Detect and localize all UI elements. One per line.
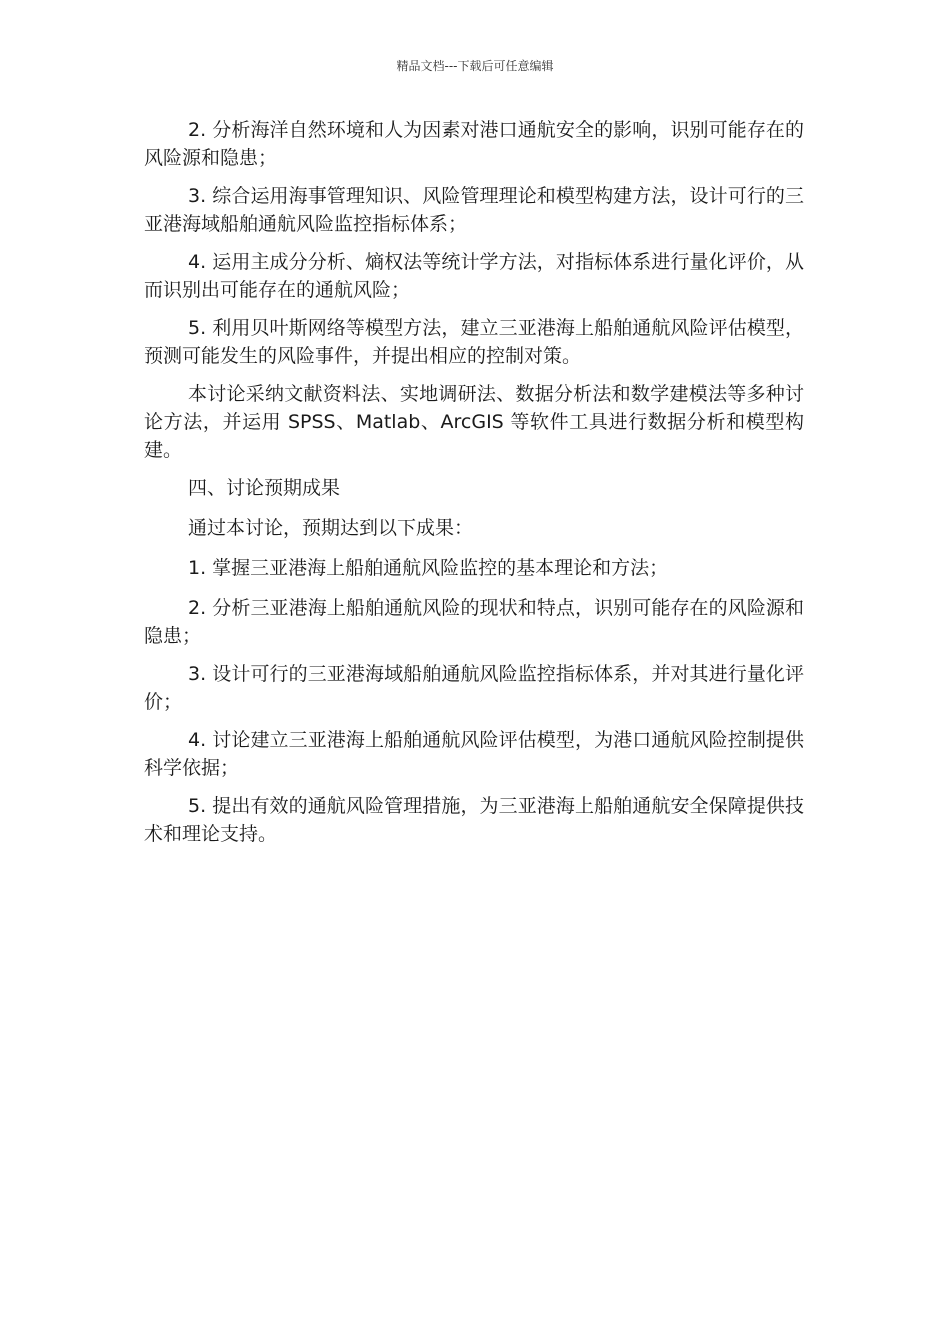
paragraph-item-3-design: 3. 综合运用海事管理知识、风险管理理论和模型构建方法，设计可行的三亚港海域船舶通航风险监控指标体系； xyxy=(144,185,804,235)
page-header: 精品文档---下载后可任意编辑 xyxy=(396,59,554,73)
document-body xyxy=(144,116,804,858)
result-item-3: 3. 设计可行的三亚港海域船舶通航风险监控指标体系，并对其进行量化评价； xyxy=(144,663,804,713)
paragraph-item-2-analysis: 2. 分析海洋自然环境和人为因素对港口通航安全的影响，识别可能存在的风险源和隐患； xyxy=(144,119,804,169)
paragraph-item-4-evaluation: 4. 运用主成分分析、熵权法等统计学方法，对指标体系进行量化评价，从而识别出可能存在的通航风险； xyxy=(144,251,804,301)
section-heading-expected-results: 四、讨论预期成果 xyxy=(188,477,341,499)
result-item-1: 1. 掌握三亚港海上船舶通航风险监控的基本理论和方法； xyxy=(188,557,669,579)
paragraph-methods: 本讨论采纳文献资料法、实地调研法、数据分析法和数学建模法等多种讨论方法，并运用 SPSS、Matlab、ArcGIS 等软件工具进行数据分析和模型构建。 xyxy=(144,383,804,461)
paragraph-results-intro: 通过本讨论，预期达到以下成果： xyxy=(188,517,474,539)
paragraph-item-5-model: 5. 利用贝叶斯网络等模型方法，建立三亚港海上船舶通航风险评估模型，预测可能发生的风险事件，并提出相应的控制对策。 xyxy=(144,317,804,367)
result-item-2: 2. 分析三亚港海上船舶通航风险的现状和特点，识别可能存在的风险源和隐患； xyxy=(144,597,804,647)
result-item-5: 5. 提出有效的通航风险管理措施，为三亚港海上船舶通航安全保障提供技术和理论支持。 xyxy=(144,795,804,845)
result-item-4: 4. 讨论建立三亚港海上船舶通航风险评估模型，为港口通航风险控制提供科学依据； xyxy=(144,729,804,779)
